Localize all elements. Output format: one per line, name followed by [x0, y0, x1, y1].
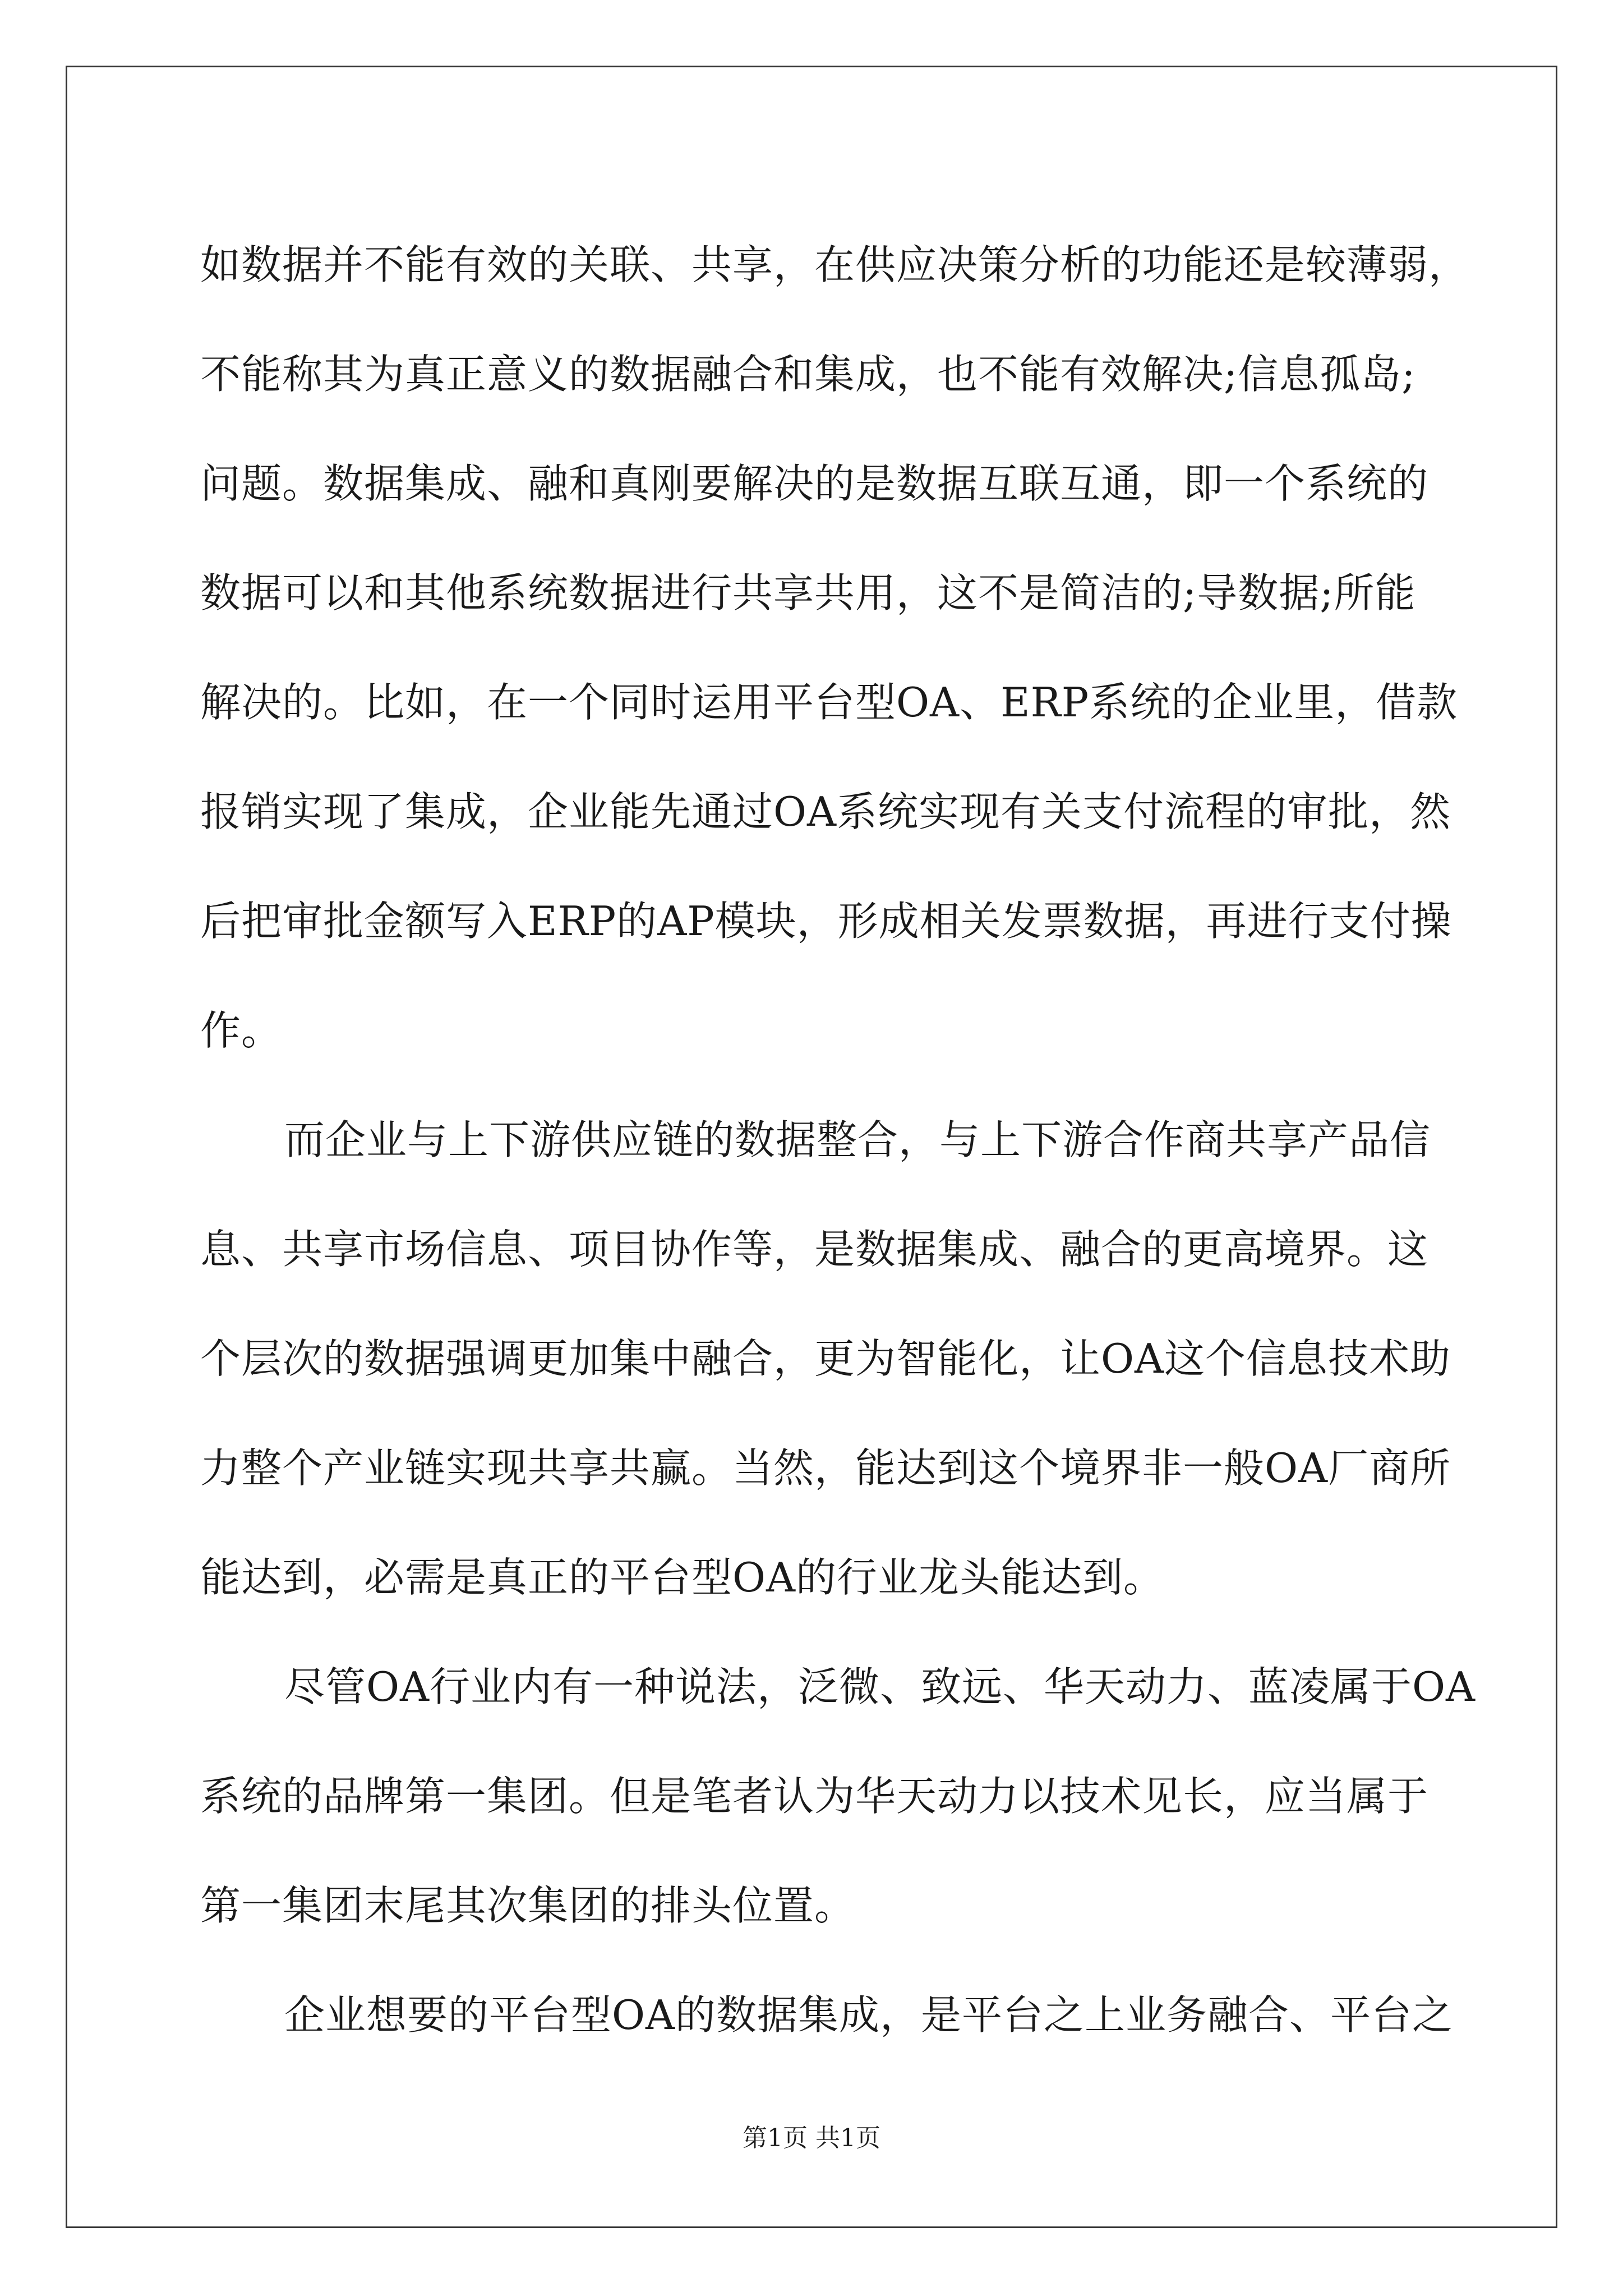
text-line: 个层次的数据强调更加集中融合，更为智能化，让OA这个信息技术助: [200, 1335, 1451, 1382]
text-line: 问题。数据集成、融和真刚要解决的是数据互联互通，即一个系统的: [200, 460, 1429, 507]
document-body: [200, 210, 1476, 2070]
text-line: 报销实现了集成，企业能先通过OA系统实现有关支付流程的审批，然: [200, 788, 1451, 835]
text-line: 能达到，必需是真正的平台型OA的行业龙头能达到。: [200, 1554, 1165, 1601]
text-line: 数据可以和其他系统数据进行共享共用，这不是简洁的;导数据;所能: [200, 569, 1416, 616]
paragraph-start-line: 而企业与上下游供应链的数据整合，与上下游合作商共享产品信: [284, 1116, 1431, 1163]
paragraph-start-line: 尽管OA行业内有一种说法，泛微、致远、华天动力、蓝凌属于OA: [284, 1663, 1476, 1710]
text-line: 解决的。比如，在一个同时运用平台型OA、ERP系统的企业里，借款: [200, 679, 1458, 726]
text-line: 系统的品牌第一集团。但是笔者认为华天动力以技术见长，应当属于: [200, 1773, 1429, 1820]
text-line: 作。: [200, 1007, 283, 1054]
page-footer: [0, 2122, 1623, 2155]
text-line: 力整个产业链实现共享共赢。当然，能达到这个境界非一般OA厂商所: [200, 1444, 1451, 1492]
text-line: 第一集团末尾其次集团的排头位置。: [200, 1882, 856, 1929]
text-line: 不能称其为真正意义的数据融合和集成，也不能有效解决;信息孤岛;: [200, 351, 1416, 398]
text-line: 后把审批金额写入ERP的AP模块，形成相关发票数据，再进行支付操: [200, 898, 1452, 945]
text-line: 息、共享市场信息、项目协作等，是数据集成、融合的更高境界。这: [200, 1226, 1429, 1273]
page-number: 第1页 共1页: [743, 2124, 880, 2152]
text-line: 如数据并不能有效的关联、共享，在供应决策分析的功能还是较薄弱，: [200, 241, 1470, 288]
paragraph-start-line: 企业想要的平台型OA的数据集成，是平台之上业务融合、平台之: [284, 1991, 1454, 2039]
